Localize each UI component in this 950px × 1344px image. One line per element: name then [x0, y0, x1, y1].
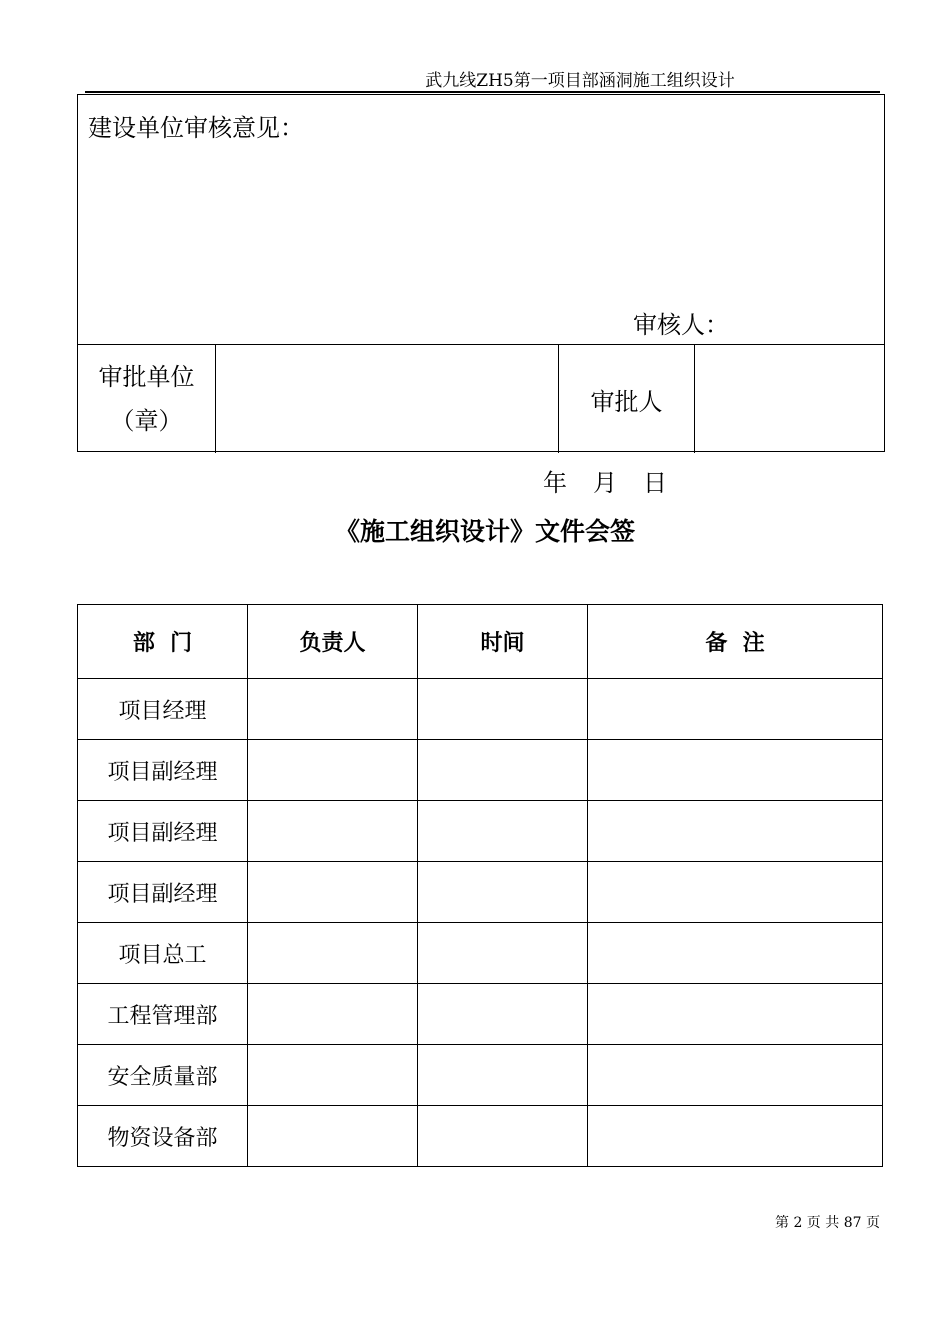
time-cell[interactable]	[418, 984, 588, 1045]
approver-field[interactable]	[695, 345, 884, 453]
remarks-cell[interactable]	[588, 984, 883, 1045]
responsible-cell[interactable]	[248, 862, 418, 923]
review-form	[77, 94, 885, 452]
table-row	[78, 740, 883, 801]
signoff-title: 《施工组织设计》文件会签	[334, 517, 635, 546]
approval-unit-field[interactable]	[216, 345, 559, 453]
department-cell: 物资设备部	[78, 1106, 248, 1167]
department-cell: 项目副经理	[78, 801, 248, 862]
responsible-cell[interactable]	[248, 740, 418, 801]
column-header-time: 时间	[418, 605, 588, 679]
header-rule	[85, 91, 880, 93]
department-cell: 项目总工	[78, 923, 248, 984]
time-cell[interactable]	[418, 1045, 588, 1106]
remarks-cell[interactable]	[588, 740, 883, 801]
remarks-cell[interactable]	[588, 862, 883, 923]
approver-label: 审批人	[559, 345, 695, 453]
table-row	[78, 1106, 883, 1167]
approval-unit-label: 审批单位	[98, 363, 195, 391]
table-row	[78, 679, 883, 740]
remarks-cell[interactable]	[588, 923, 883, 984]
table-row	[78, 923, 883, 984]
date-line	[543, 463, 693, 498]
time-cell[interactable]	[418, 923, 588, 984]
review-opinion-label: 建设单位审核意见：	[88, 114, 304, 142]
reviewer-label: 审核人：	[633, 311, 729, 339]
time-cell[interactable]	[418, 1106, 588, 1167]
date-year-label: 年	[543, 469, 569, 497]
approval-seal-label: （章）	[110, 407, 183, 435]
responsible-cell[interactable]	[248, 1045, 418, 1106]
department-cell: 项目副经理	[78, 862, 248, 923]
column-header-responsible: 负责人	[248, 605, 418, 679]
department-cell: 安全质量部	[78, 1045, 248, 1106]
time-cell[interactable]	[418, 801, 588, 862]
remarks-cell[interactable]	[588, 679, 883, 740]
responsible-cell[interactable]	[248, 679, 418, 740]
table-row	[78, 1045, 883, 1106]
table-row	[78, 801, 883, 862]
department-cell: 项目经理	[78, 679, 248, 740]
remarks-cell[interactable]	[588, 801, 883, 862]
responsible-cell[interactable]	[248, 984, 418, 1045]
remarks-cell[interactable]	[588, 1045, 883, 1106]
date-month-label: 月	[593, 469, 619, 497]
approval-row	[78, 344, 884, 453]
page-header-title: 武九线ZH5第一项目部涵洞施工组织设计	[425, 71, 735, 91]
signoff-header-row	[78, 605, 883, 679]
responsible-cell[interactable]	[248, 801, 418, 862]
table-row	[78, 984, 883, 1045]
column-header-department: 部 门	[78, 605, 248, 679]
table-row	[78, 862, 883, 923]
column-header-remarks: 备 注	[588, 605, 883, 679]
date-day-label: 日	[643, 469, 669, 497]
approval-unit-cell	[78, 345, 216, 453]
responsible-cell[interactable]	[248, 1106, 418, 1167]
time-cell[interactable]	[418, 679, 588, 740]
page-number: 第 2 页 共 87 页	[775, 1215, 880, 1231]
department-cell: 项目副经理	[78, 740, 248, 801]
time-cell[interactable]	[418, 740, 588, 801]
time-cell[interactable]	[418, 862, 588, 923]
department-cell: 工程管理部	[78, 984, 248, 1045]
remarks-cell[interactable]	[588, 1106, 883, 1167]
signoff-table	[77, 604, 883, 1167]
responsible-cell[interactable]	[248, 923, 418, 984]
